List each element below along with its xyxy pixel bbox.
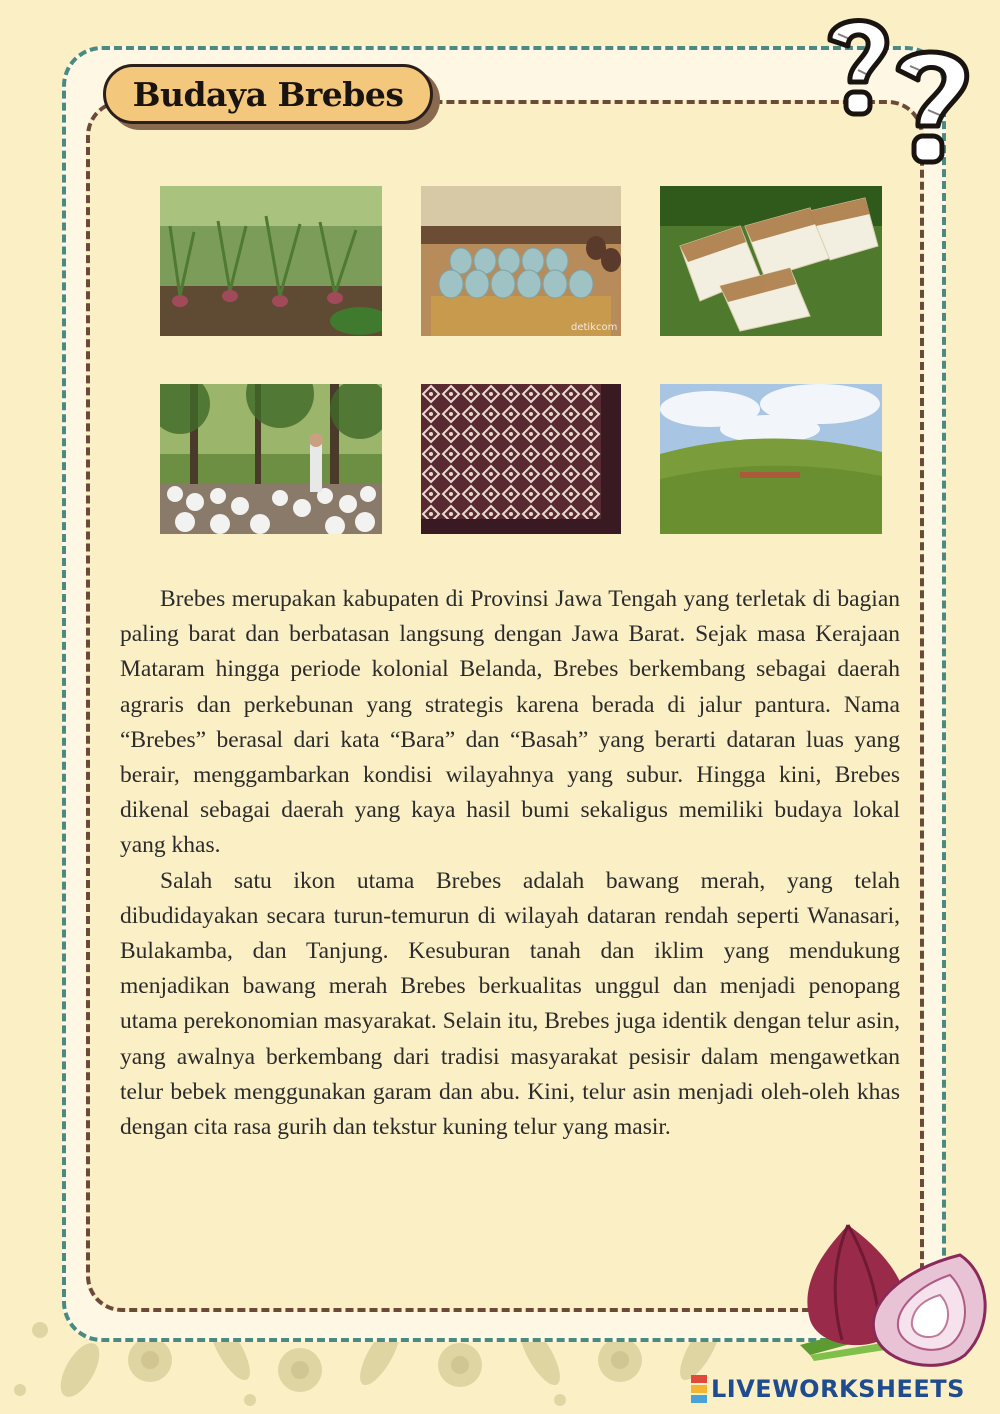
article-body [120,582,900,1145]
rice-cake-photo-icon [660,186,882,336]
photo-salted-eggs [421,186,621,336]
title-badge [103,64,433,124]
batik-cloth-photo-icon [421,384,621,534]
article-paragraph: Salah satu ikon utama Brebes adalah bawang merah, yang telah dibudidayakan secara turun-temurun di wilayah dataran rendah seperti Wanasari, Bulakamba, dan Tanjung. Kesuburan tanah dan iklim yang mendukung menjadikan bawang merah Brebes berkualitas unggul dan menjadi penopang utama perekonomian masyarakat. Selain itu, Brebes juga identik dengan telur asin, yang awalnya berkembang dari tradisi masyarakat pesisir dalam mengawetkan telur bebek menggunakan garam dan abu. Kini, telur asin menjadi oleh-oleh khas dengan cita rasa gurih dan tekstur kuning telur yang masir. [120,867,900,1141]
red-onion-icon [790,1215,1000,1375]
brand-name: LIVEWORKSHEETS [711,1375,965,1403]
photo-batik [421,384,621,534]
liveworksheets-logo-icon [690,1374,708,1404]
brand-logo [690,1372,965,1406]
forest-ceremony-photo-icon [160,384,382,534]
article-paragraph: Brebes merupakan kabupaten di Provinsi Jawa Tengah yang terletak di bagian paling barat dan berbatasan langsung dengan Jawa Barat. Sejak masa Kerajaan Mataram hingga periode kolonial Belanda, Brebes berkembang sebagai daerah agraris dan perkebunan yang strategis karena berada di jalur pantura. Nama “Brebes” berasal dari kata “Bara” dan “Basah” yang berarti dataran luas yang berair, menggambarkan kondisi wilayahnya yang subur. Hingga kini, Brebes dikenal sebagai daerah yang kaya hasil bumi sekaligus memiliki budaya lokal yang khas. [120,586,900,859]
question-marks-icon [818,10,988,180]
photo-rice-cake [660,186,882,336]
onion-field-photo-icon [160,186,382,336]
photo-watermark: detikcom [571,322,618,333]
photo-ceremony [160,384,382,534]
tea-plantation-photo-icon [660,384,882,534]
page-title: Budaya Brebes [132,74,404,114]
salted-eggs-photo-icon [421,186,621,336]
photo-onion-field [160,186,382,336]
photo-tea-hill [660,384,882,534]
